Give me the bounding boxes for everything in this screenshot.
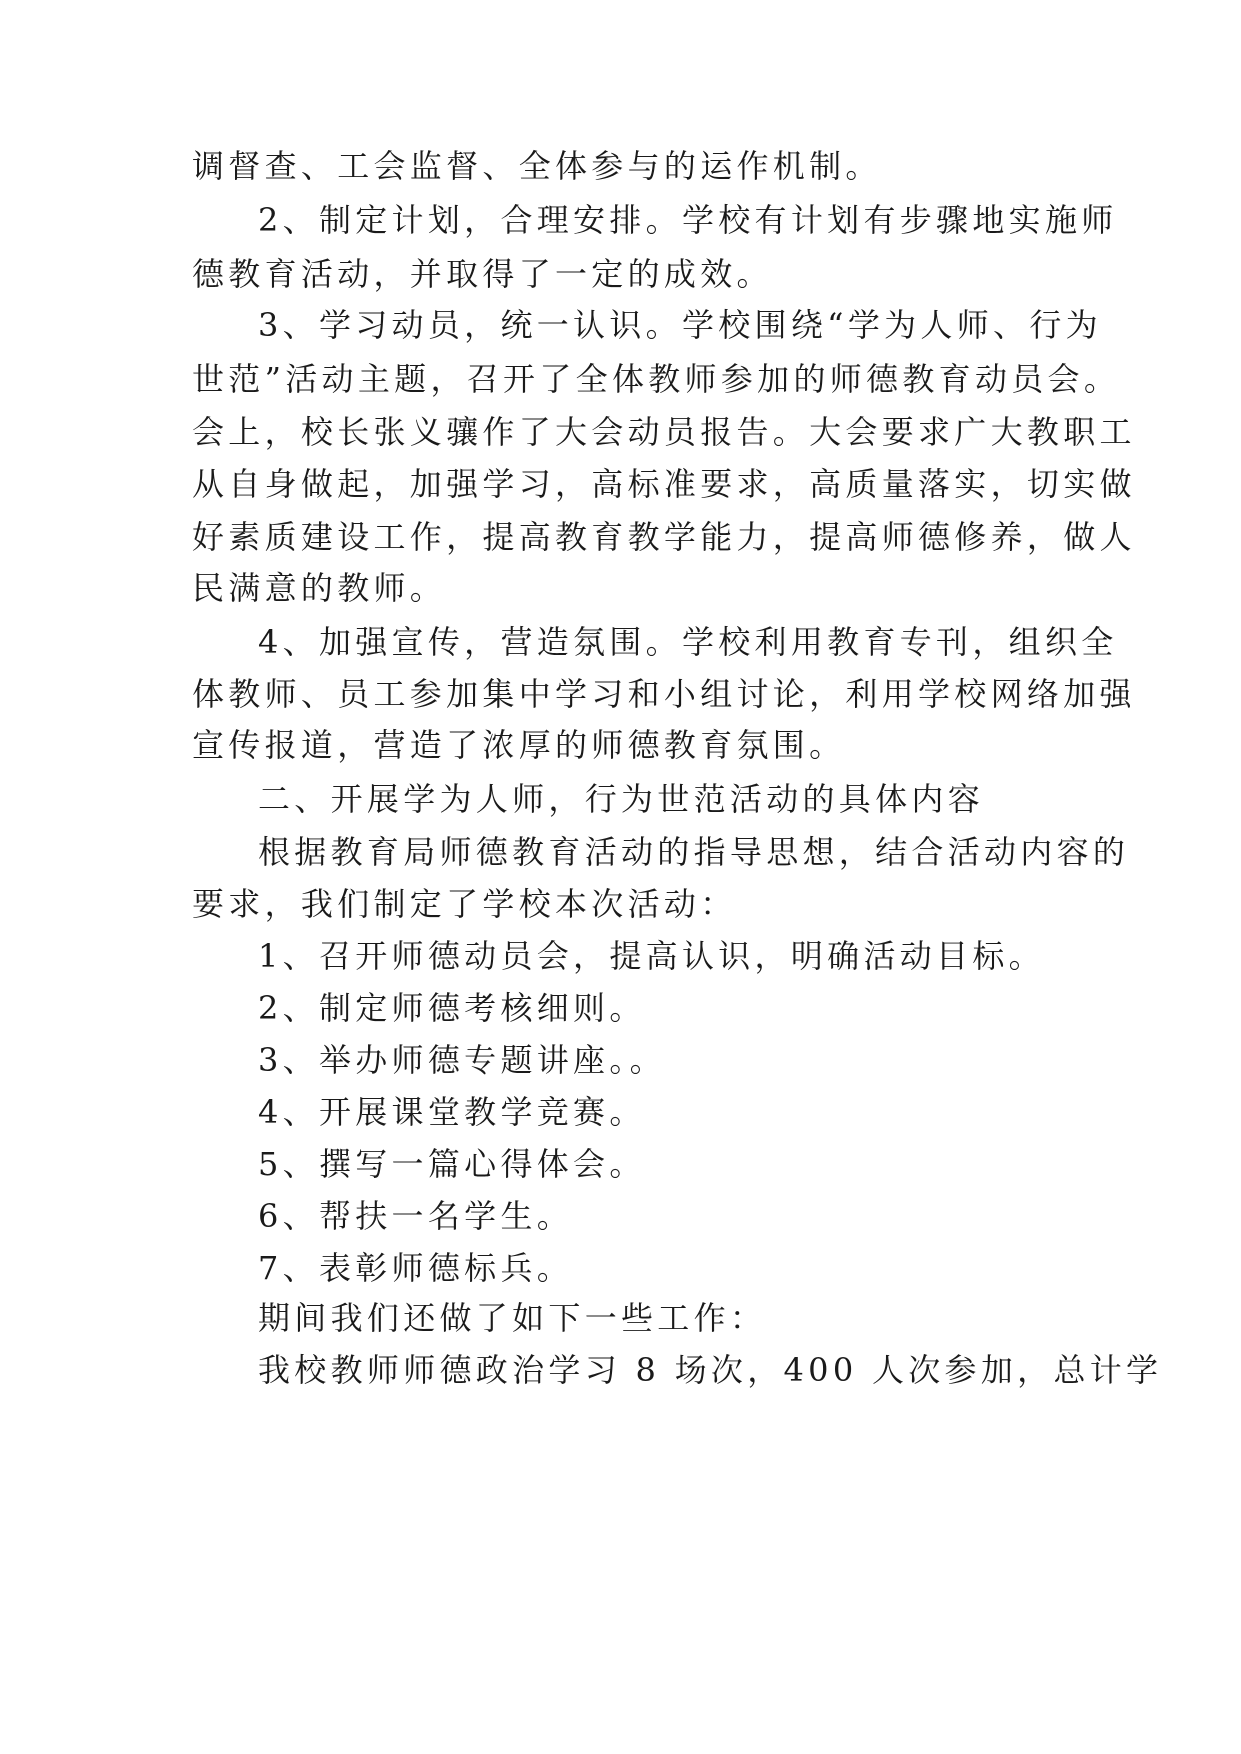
text-line-23: 期间我们还做了如下一些工作： [258,1299,767,1337]
list-item-6: 6、帮扶一名学生。 [258,1197,574,1235]
list-item-5: 5、撰写一篇心得体会。 [258,1145,646,1183]
list-item-2: 2、制定师德考核细则。 [258,989,646,1027]
text-line-15: 要求，我们制定了学校本次活动： [192,885,737,923]
text-line-2: 2、制定计划，合理安排。学校有计划有步骤地实施师 [258,201,1118,239]
text-line-11: 体教师、员工参加集中学习和小组讨论，利用学校网络加强 [192,675,1136,713]
list-item-4: 4、开展课堂教学竞赛。 [258,1093,646,1131]
text-line-9: 民满意的教师。 [192,569,447,607]
section-heading: 二、开展学为人师，行为世范活动的具体内容 [258,780,985,818]
text-line-10: 4、加强宣传，营造氛围。学校利用教育专刊，组织全 [258,623,1118,661]
text-line-4: 3、学习动员，统一认识。学校围绕“学为人师、行为 [258,306,1102,344]
text-line-5: 世范”活动主题，召开了全体教师参加的师德教育动员会。 [192,360,1121,398]
list-item-1: 1、召开师德动员会，提高认识，明确活动目标。 [258,937,1045,975]
text-line-12: 宣传报道，营造了浓厚的师德教育氛围。 [192,726,846,764]
text-line-3: 德教育活动，并取得了一定的成效。 [192,255,773,293]
text-line-14: 根据教育局师德教育活动的指导思想，结合活动内容的 [258,833,1130,871]
list-item-3: 3、举办师德专题讲座。。 [258,1041,666,1079]
text-line-6: 会上，校长张义骧作了大会动员报告。大会要求广大教职工 [192,413,1136,451]
text-line-7: 从自身做起，加强学习，高标准要求，高质量落实，切实做 [192,465,1136,503]
list-item-7: 7、表彰师德标兵。 [258,1249,574,1287]
text-line-24: 我校教师师德政治学习 8 场次，400 人次参加，总计学 [258,1351,1163,1389]
text-line-8: 好素质建设工作，提高教育教学能力，提高师德修养，做人 [192,518,1136,556]
text-line-1: 调督查、工会监督、全体参与的运作机制。 [192,147,882,185]
